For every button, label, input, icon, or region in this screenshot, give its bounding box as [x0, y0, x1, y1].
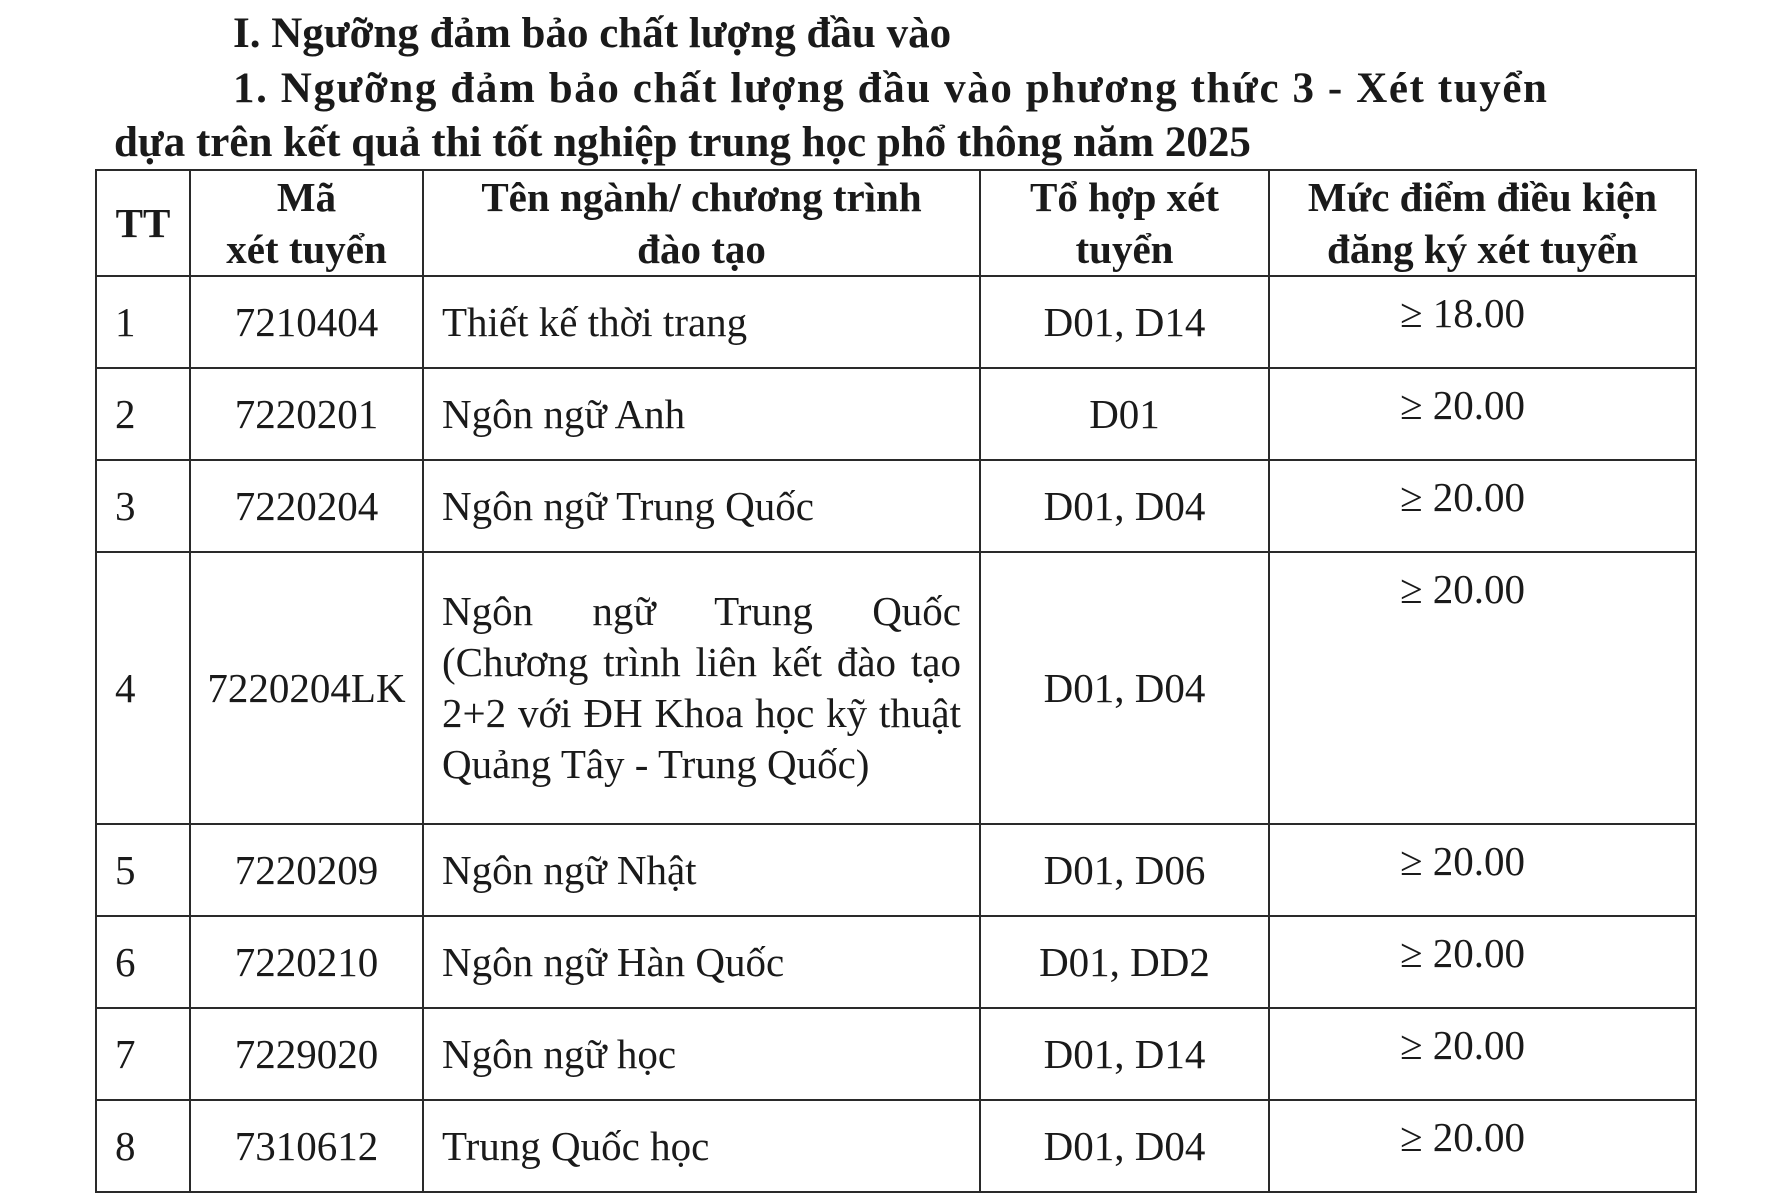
table-row: [96, 276, 1696, 368]
table-row: [96, 916, 1696, 1008]
cell-tt: 3: [96, 460, 190, 552]
cell-program-name: Ngôn ngữ Nhật: [423, 824, 980, 916]
table-row: [96, 460, 1696, 552]
cell-min-score: ≥ 20.00: [1269, 368, 1696, 460]
threshold-table: [95, 169, 1697, 1193]
cell-program-name: Thiết kế thời trang: [423, 276, 980, 368]
cell-min-score: ≥ 20.00: [1269, 1100, 1696, 1192]
cell-subject-combo: D01, DD2: [980, 916, 1269, 1008]
header-program-name: Tên ngành/ chương trình đào tạo: [423, 170, 980, 276]
cell-program-name: Ngôn ngữ Hàn Quốc: [423, 916, 980, 1008]
cell-tt: 5: [96, 824, 190, 916]
cell-min-score: ≥ 20.00: [1269, 1008, 1696, 1100]
cell-code: 7220209: [190, 824, 423, 916]
table-row: [96, 1008, 1696, 1100]
cell-subject-combo: D01, D14: [980, 276, 1269, 368]
cell-subject-combo: D01, D14: [980, 1008, 1269, 1100]
cell-subject-combo: D01, D04: [980, 460, 1269, 552]
cell-subject-combo: D01, D06: [980, 824, 1269, 916]
cell-min-score: ≥ 18.00: [1269, 276, 1696, 368]
cell-tt: 8: [96, 1100, 190, 1192]
cell-tt: 6: [96, 916, 190, 1008]
cell-min-score: ≥ 20.00: [1269, 916, 1696, 1008]
cell-code: 7220204: [190, 460, 423, 552]
subsection-heading-line1: 1. Ngưỡng đảm bảo chất lượng đầu vào phương thức 3 - Xét tuyển: [233, 65, 1549, 112]
cell-min-score: ≥ 20.00: [1269, 552, 1696, 824]
cell-code: 7220204LK: [190, 552, 423, 824]
table-row: [96, 552, 1696, 824]
table-row: [96, 368, 1696, 460]
cell-program-name: Ngôn ngữ Trung Quốc: [423, 460, 980, 552]
table-row: [96, 1100, 1696, 1192]
cell-program-name: Trung Quốc học: [423, 1100, 980, 1192]
table-row: [96, 824, 1696, 916]
table-header-row: [96, 170, 1696, 276]
cell-code: 7210404: [190, 276, 423, 368]
header-code: Mã xét tuyển: [190, 170, 423, 276]
cell-program-name: Ngôn ngữ Trung Quốc (Chương trình liên kết đào tạo 2+2 với ĐH Khoa học kỹ thuật Quảng Tây - Trung Quốc): [423, 552, 980, 824]
cell-code: 7229020: [190, 1008, 423, 1100]
cell-tt: 2: [96, 368, 190, 460]
cell-code: 7220210: [190, 916, 423, 1008]
header-min-score: Mức điểm điều kiện đăng ký xét tuyển: [1269, 170, 1696, 276]
cell-subject-combo: D01, D04: [980, 1100, 1269, 1192]
cell-code: 7220201: [190, 368, 423, 460]
cell-subject-combo: D01, D04: [980, 552, 1269, 824]
cell-program-name: Ngôn ngữ Anh: [423, 368, 980, 460]
subsection-heading-line2: dựa trên kết quả thi tốt nghiệp trung học phổ thông năm 2025: [114, 119, 1251, 166]
cell-code: 7310612: [190, 1100, 423, 1192]
section-heading: I. Ngưỡng đảm bảo chất lượng đầu vào: [233, 10, 952, 57]
cell-tt: 1: [96, 276, 190, 368]
header-subject-combo: Tổ hợp xét tuyển: [980, 170, 1269, 276]
cell-min-score: ≥ 20.00: [1269, 824, 1696, 916]
cell-program-name: Ngôn ngữ học: [423, 1008, 980, 1100]
cell-subject-combo: D01: [980, 368, 1269, 460]
cell-min-score: ≥ 20.00: [1269, 460, 1696, 552]
cell-tt: 4: [96, 552, 190, 824]
header-tt: TT: [96, 170, 190, 276]
cell-tt: 7: [96, 1008, 190, 1100]
